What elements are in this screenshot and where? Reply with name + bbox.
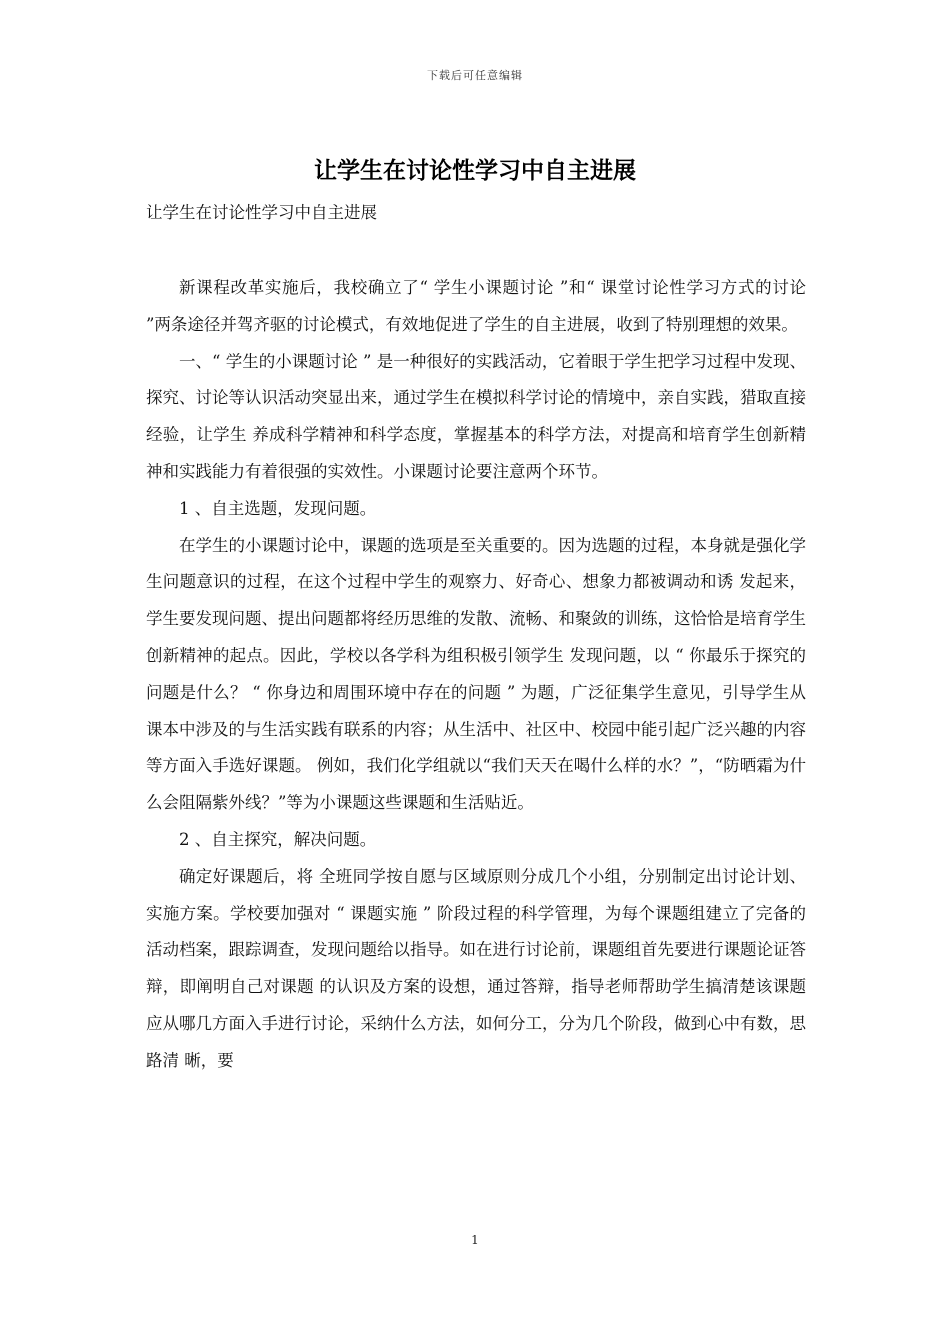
paragraph-intro: 新课程改革实施后，我校确立了“ 学生小课题讨论 ”和“ 课堂讨论性学习方式的讨论 ”两条途径并驾齐驱的讨论模式，有效地促进了学生的自主进展，收到了特别理想的效果。 — [146, 278, 806, 334]
document-body — [146, 270, 806, 1080]
paragraph-heading-2: 2 、自主探究，解决问题。 — [179, 829, 377, 849]
page-number: 1 — [471, 1233, 479, 1247]
paragraph-topic-selection: 在学生的小课题讨论中，课题的选项是至关重要的。因为选题的过程，本身就是强化学生问题意识的过程，在这个过程中学生的观察力、好奇心、想象力都被调动和诱 发起来，学生要发现问题、提出问题都将经历思维的发散、流畅、和聚敛的训练，这恰恰是培育学生创新精神的起点。因此，学校以各学科为组积极引领学生 发现问题，以 “ 你最乐于探究的问题是什么？ “ 你身边和周围环境中存在的问题 ” 为题，广泛征集学生意见，引导学生从课本中涉及的与生活实践有联系的内容；从生活中、社区中、校园中能引起广泛兴趣的内容等方面入手选好课题。 例如，我们化学组就以“我们天天在喝什么样的水？”，“防晒霜为什么会阻隔紫外线？”等为小课题这些课题和生活贴近。 — [146, 535, 806, 813]
page-header-note: 下载后可任意编辑 — [427, 69, 523, 82]
document-subtitle: 让学生在讨论性学习中自主进展 — [146, 203, 377, 222]
paragraph-section-one: 一、“ 学生的小课题讨论 ” 是一种很好的实践活动，它着眼于学生把学习过程中发现、探究、讨论等认识活动突显出来，通过学生在模拟科学讨论的情境中，亲自实践，猎取直接经验，让学生 养成科学精神和科学态度，掌握基本的科学方法，对提高和培育学生创新精神和实践能力有着很强的实效性。小课题讨论要注意两个环节。 — [146, 351, 806, 481]
paragraph-heading-1: 1 、自主选题，发现问题。 — [179, 498, 377, 518]
paragraph-exploration: 确定好课题后，将 全班同学按自愿与区域原则分成几个小组，分别制定出讨论计划、实施方案。学校要加强对 “ 课题实施 ” 阶段过程的科学管理，为每个课题组建立了完备的活动档案，跟踪调查，发现问题给以指导。如在进行讨论前，课题组首先要进行课题论证答辩，即阐明自己对课题 的认识及方案的设想，通过答辩，指导老师帮助学生搞清楚该课题应从哪几方面入手进行讨论，采纳什么方法，如何分工，分为几个阶段，做到心中有数，思路清 晰，要 — [146, 866, 806, 1070]
document-title: 让学生在讨论性学习中自主进展 — [314, 158, 636, 184]
